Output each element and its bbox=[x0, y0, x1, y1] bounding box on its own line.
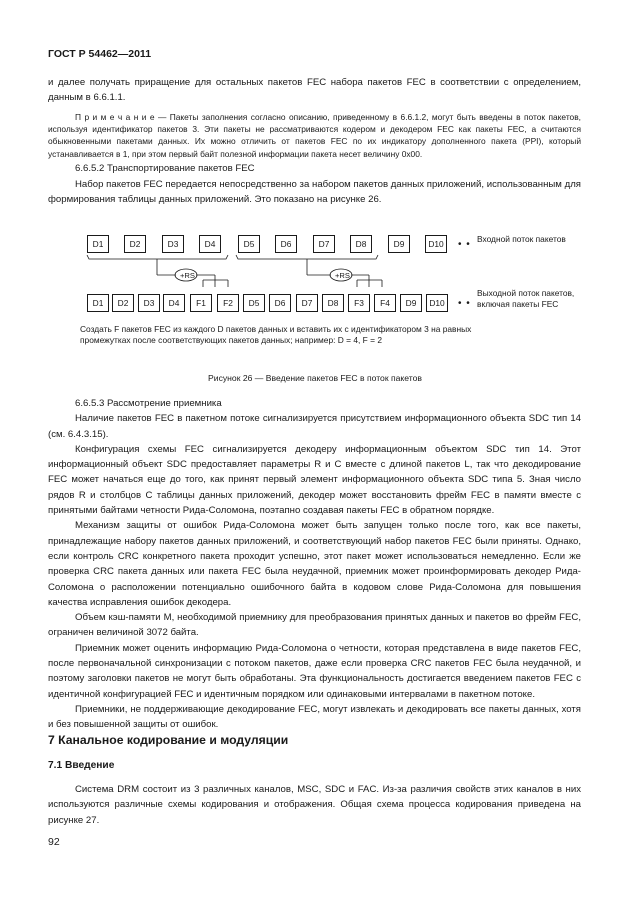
output-packet: D5 bbox=[243, 294, 265, 312]
paragraph: Механизм защиты от ошибок Рида-Соломона может быть запущен только после того, как все пакеты, принадлежащие набору пакетов данных приложений, и соответствующий набор пакетов FEC были приняты. Однако, если контроль CRC конкретного пакета проходит успешно, этот пакет может использоваться немедленно. Если же проверка CRC пакета данных или пакета FEC была неудачной, приемник может проинформировать декодер Рида-Соломона о расположении потенциально ошибочного байта в кодовом слове Рида-Соломона для повышения качества исправления ошибок декодера. bbox=[48, 520, 581, 608]
output-packet: D7 bbox=[296, 294, 318, 312]
output-packet: D9 bbox=[400, 294, 422, 312]
section-7-body bbox=[48, 782, 581, 828]
paragraph: Набор пакетов FEC передается непосредственно за набором пакетов данных приложений, использованным для формирования таблицы данных приложений. Это показано на рисунке 26. bbox=[48, 178, 581, 205]
input-packet: D10 bbox=[425, 235, 447, 253]
input-packet: D4 bbox=[199, 235, 221, 253]
output-fec-packet: F2 bbox=[217, 294, 239, 312]
continuation-dots: • • bbox=[458, 298, 471, 309]
output-packet: D10 bbox=[426, 294, 448, 312]
paragraph: Конфигурация схемы FEC сигнализируется декодеру информационным объектом SDC тип 14. Этот информационный объект SDC предоставляет параметры R и C вместе с длиной пакетов L, так что декодирование FEC может начаться еще до того, как принят первый элемент информационного объекта SDC типа 5. Зная число рядов R и столбцов C таблицы данных приложений, декодер может восстановить фрейм FEC в памяти вместе с принятыми байтами четности Рида-Соломона, поэтапно создавая пакеты FEC в обратном порядке. bbox=[48, 443, 581, 517]
input-packet: D1 bbox=[87, 235, 109, 253]
paragraph: Приемники, не поддерживающие декодирование FEC, могут извлекать и декодировать все пакеты данных, хотя и без повышенной защиты от ошибок. bbox=[48, 703, 581, 731]
rs-label: +RS bbox=[180, 271, 195, 280]
figure-explanation: Создать F пакетов FEC из каждого D пакетов данных и вставить их с идентификатором 3 на равных промежутках после соответствующих пакетов данных; например: D = 4, F = 2 bbox=[80, 324, 472, 345]
output-packet: D3 bbox=[138, 294, 160, 312]
paragraph: Система DRM состоит из 3 различных каналов, MSC, SDC и FAC. Из-за различия свойств этих каналов в них используются различные схемы кодирования и отображения. Общая схема процесса кодирования приведена на рисунке 27. bbox=[48, 784, 581, 826]
output-packet: D1 bbox=[87, 294, 109, 312]
paragraph: Объем кэш-памяти M, необходимой приемнику для преобразования принятых данных и пакетов во фрейм FEC, ограничен величиной 3072 байта. bbox=[48, 612, 581, 639]
input-packet: D6 bbox=[275, 235, 297, 253]
paragraph: и далее получать приращение для остальных пакетов FEC набора пакетов FEC в соответствии с определением, данным в 6.6.1.1. bbox=[48, 77, 581, 104]
receiver-section bbox=[48, 396, 581, 733]
figure-title: Рисунок 26 — Введение пакетов FEC в поток пакетов bbox=[208, 373, 422, 383]
input-packet: D9 bbox=[388, 235, 410, 253]
brace-left bbox=[87, 255, 228, 259]
rs-label: +RS bbox=[335, 271, 350, 280]
output-fec-packet: F1 bbox=[190, 294, 212, 312]
brace-right bbox=[236, 255, 378, 259]
note: П р и м е ч а н и е — Пакеты заполнения согласно описанию, приведенному в 6.6.1.2, могут быть введены в поток пакетов, используя идентификатор пакетов 3. Эти пакеты не рассматриваются кодером и декодером FEC как пакеты FEC, а считаются обыкновенными пакетами данных. Их можно отличить от пакетов FEC по их индикатору дополненного пакета (PPI), который устанавливается в 1, при этом первый байт полезной информации пакета несет величину 0x00. bbox=[48, 111, 581, 159]
output-stream-label: Выходной поток пакетов, включая пакеты FEC bbox=[477, 288, 575, 309]
section-7-1-title: 7.1 Введение bbox=[48, 760, 115, 771]
section-7-title: 7 Канальное кодирование и модуляции bbox=[48, 733, 289, 747]
input-stream-label: Входной поток пакетов bbox=[477, 234, 566, 244]
subheading-6-6-5-3: 6.6.5.3 Рассмотрение приемника bbox=[75, 398, 222, 409]
output-packet: D4 bbox=[163, 294, 185, 312]
input-packet: D7 bbox=[313, 235, 335, 253]
input-packet: D5 bbox=[238, 235, 260, 253]
subheading-6-6-5-2: 6.6.5.2 Транспортирование пакетов FEC bbox=[75, 163, 255, 175]
output-fec-packet: F3 bbox=[348, 294, 370, 312]
figure-26 bbox=[0, 228, 630, 388]
paragraph: Приемник может оценить информацию Рида-Соломона о четности, которая представлена в виде пакетов FEC, после первоначальной синхронизации с потоком пакетов, даже если проверка CRC пакетов FEC была неудачной, и поэтому заголовки пакетов не могут быть обработаны. Эта функциональность достигается введением пакетов FEC с идентичной конфигурацией FEC и идентичным порядком или одинаковыми интервалами в пакетном потоке. bbox=[48, 642, 581, 700]
continuation-dots: • • bbox=[458, 239, 471, 250]
page-number: 92 bbox=[48, 836, 60, 848]
input-packet: D8 bbox=[350, 235, 372, 253]
output-packet: D8 bbox=[322, 294, 344, 312]
input-packet: D3 bbox=[162, 235, 184, 253]
paragraph: Наличие пакетов FEC в пакетном потоке сигнализируется присутствием информационного объекта SDC тип 14 (см. 6.4.3.15). bbox=[48, 413, 581, 440]
output-packet: D6 bbox=[269, 294, 291, 312]
output-packet: D2 bbox=[112, 294, 134, 312]
intro-section bbox=[48, 75, 581, 207]
output-fec-packet: F4 bbox=[374, 294, 396, 312]
running-header: ГОСТ Р 54462—2011 bbox=[48, 48, 152, 60]
input-packet: D2 bbox=[124, 235, 146, 253]
